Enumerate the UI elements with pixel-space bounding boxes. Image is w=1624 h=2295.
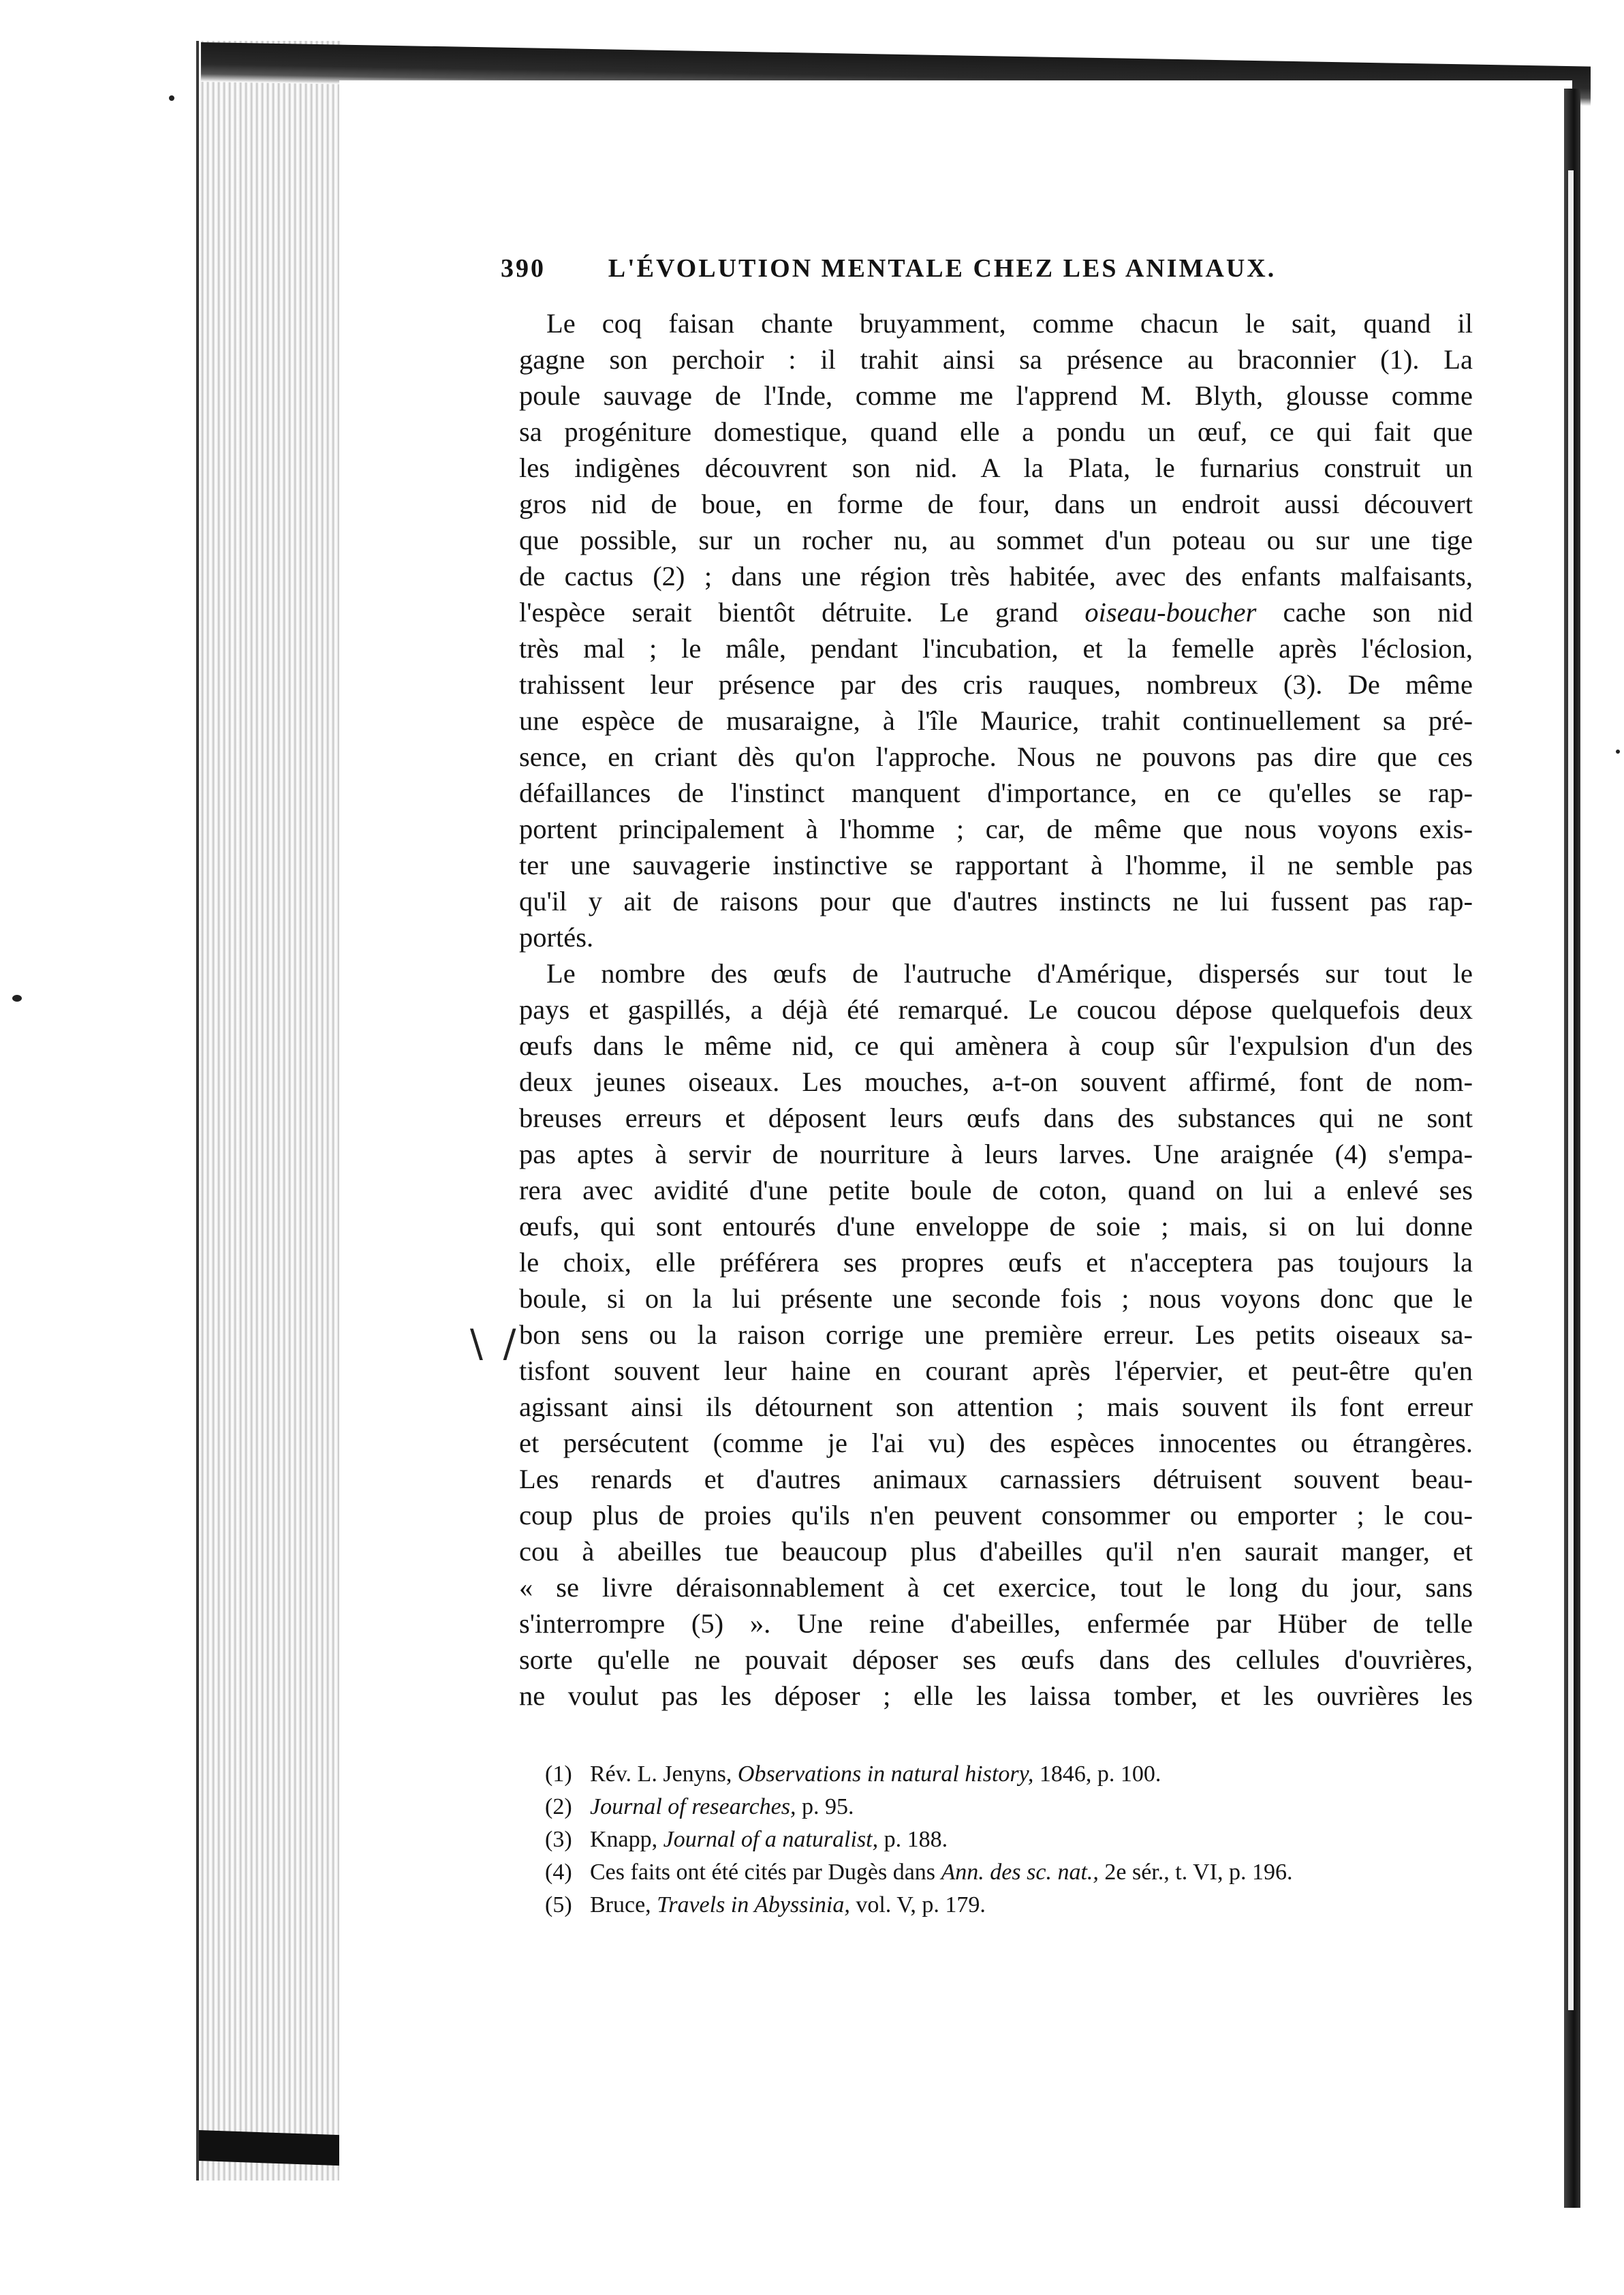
text-line: sence, en criant dès qu'on l'approche. Nous ne pouvons pas dire que ces xyxy=(519,741,1473,772)
scan-speck xyxy=(1616,750,1620,754)
text-line: de cactus (2) ; dans une région très habitée, avec des enfants malfaisants, xyxy=(519,561,1473,591)
footnote-number: (3) xyxy=(545,1827,572,1852)
text-line: qu'il y ait de raisons pour que d'autres instincts ne lui fussent pas rap- xyxy=(519,886,1473,917)
book-fore-edge xyxy=(196,41,342,2181)
footnote xyxy=(545,1889,1471,1922)
text-line: ter une sauvagerie instinctive se rapportant à l'homme, il ne semble pas xyxy=(519,850,1473,880)
text-segment: l'espèce serait bientôt détruite. Le grand xyxy=(519,597,1085,628)
page-number: 390 xyxy=(501,254,546,283)
text-line: trahissent leur présence par des cris rauques, nombreux (3). De même xyxy=(519,669,1473,700)
text-line: les indigènes découvrent son nid. A la Plata, le furnarius construit un xyxy=(519,452,1473,483)
text-line: tisfont souvent leur haine en courant après l'épervier, et peut-être qu'en xyxy=(519,1355,1473,1386)
footnote xyxy=(545,1856,1471,1889)
text-line: bon sens ou la raison corrige une première erreur. Les petits oiseaux sa- xyxy=(519,1319,1473,1350)
footnote xyxy=(545,1823,1471,1856)
footnote-text: 1846, p. 100. xyxy=(1033,1761,1161,1787)
scan-speck xyxy=(12,995,22,1002)
footnote-title: Journal of researches, xyxy=(590,1794,796,1819)
text-line: coup plus de proies qu'ils n'en peuvent consommer ou emporter ; le cou- xyxy=(519,1500,1473,1530)
footnote-number: (4) xyxy=(545,1860,572,1885)
facing-page-gap xyxy=(1568,170,1574,2010)
text-line: une espèce de musaraigne, à l'île Maurice, trahit continuellement sa pré- xyxy=(519,705,1473,736)
margin-annotation: \ / xyxy=(470,1322,520,1366)
book-bottom-edge xyxy=(199,2130,356,2166)
text-line: très mal ; le mâle, pendant l'incubation, et la femelle après l'éclosion, xyxy=(519,633,1473,664)
footnotes xyxy=(545,1758,1471,1922)
footnote-text: p. 188. xyxy=(878,1827,948,1852)
footnote-text: Knapp, xyxy=(590,1827,663,1852)
footnote-number: (5) xyxy=(545,1892,572,1917)
text-line: Le nombre des œufs de l'autruche d'Amérique, dispersés sur tout le xyxy=(546,958,1473,989)
text-line: deux jeunes oiseaux. Les mouches, a-t-on souvent affirmé, font de nom- xyxy=(519,1066,1473,1097)
footnote-title: Journal of a naturalist, xyxy=(663,1827,879,1852)
text-line: œufs, qui sont entourés d'une enveloppe de soie ; mais, si on lui donne xyxy=(519,1211,1473,1242)
text-line: breuses erreurs et déposent leurs œufs dans des substances qui ne sont xyxy=(519,1103,1473,1133)
text-line: sa progéniture domestique, quand elle a pondu un œuf, ce qui fait que xyxy=(519,416,1473,447)
scan-speck xyxy=(169,95,174,101)
running-title: L'ÉVOLUTION MENTALE CHEZ LES ANIMAUX. xyxy=(608,254,1277,283)
text-line: Le coq faisan chante bruyamment, comme chacun le sait, quand il xyxy=(546,308,1473,339)
text-line: pas aptes à servir de nourriture à leurs larves. Une araignée (4) s'empa- xyxy=(519,1139,1473,1169)
footnote-text: p. 95. xyxy=(796,1794,854,1819)
text-line: œufs dans le même nid, ce qui amènera à coup sûr l'expulsion d'un des xyxy=(519,1030,1473,1061)
text-line xyxy=(519,594,1473,630)
footnote-text: vol. V, p. 179. xyxy=(849,1892,986,1917)
footnote-number: (1) xyxy=(545,1761,572,1787)
footnote xyxy=(545,1758,1471,1791)
text-line: poule sauvage de l'Inde, comme me l'apprend M. Blyth, glousse comme xyxy=(519,380,1473,411)
italic-term: oiseau-boucher xyxy=(1084,597,1257,628)
text-line: cou à abeilles tue beaucoup plus d'abeilles qu'il n'en saurait manger, et xyxy=(519,1536,1473,1567)
text-line: défaillances de l'instinct manquent d'importance, en ce qu'elles se rap- xyxy=(519,777,1473,808)
footnote-title: Travels in Abyssinia, xyxy=(657,1892,850,1917)
text-line: rera avec avidité d'une petite boule de coton, quand on lui a enlevé ses xyxy=(519,1175,1473,1205)
text-line: le choix, elle préférera ses propres œufs et n'acceptera pas toujours la xyxy=(519,1247,1473,1278)
text-line: Les renards et d'autres animaux carnassiers détruisent souvent beau- xyxy=(519,1464,1473,1494)
text-line: sorte qu'elle ne pouvait déposer ses œufs dans des cellules d'ouvrières, xyxy=(519,1644,1473,1675)
text-line: que possible, sur un rocher nu, au sommet d'un poteau ou sur une tige xyxy=(519,525,1473,555)
text-line: pays et gaspillés, a déjà été remarqué. Le coucou dépose quelquefois deux xyxy=(519,994,1473,1025)
running-head xyxy=(501,253,1311,288)
text-line: s'interrompre (5) ». Une reine d'abeilles, enfermée par Hüber de telle xyxy=(519,1608,1473,1639)
text-line: portent principalement à l'homme ; car, de même que nous voyons exis- xyxy=(519,814,1473,844)
footnote-text: Rév. L. Jenyns, xyxy=(590,1761,738,1787)
text-line: portés. xyxy=(519,922,594,953)
footnote-title: Observations in natural history, xyxy=(737,1761,1034,1787)
text-line: gagne son perchoir : il trahit ainsi sa présence au braconnier (1). La xyxy=(519,344,1473,375)
footnote-title: Ann. des sc. nat., xyxy=(941,1860,1099,1885)
footnote-number: (2) xyxy=(545,1794,572,1819)
footnote-text: Bruce, xyxy=(590,1892,657,1917)
body-text xyxy=(519,305,1473,1714)
text-segment: cache son nid xyxy=(1256,597,1473,628)
text-line: et persécutent (comme je l'ai vu) des espèces innocentes ou étrangères. xyxy=(519,1428,1473,1458)
text-line: boule, si on la lui présente une seconde fois ; nous voyons donc que le xyxy=(519,1283,1473,1314)
text-line: agissant ainsi ils détournent son attention ; mais souvent ils font erreur xyxy=(519,1391,1473,1422)
footnote-text: 2e sér., t. VI, p. 196. xyxy=(1098,1860,1293,1885)
footnote xyxy=(545,1791,1471,1823)
text-line: gros nid de boue, en forme de four, dans un endroit aussi découvert xyxy=(519,489,1473,519)
text-line: ne voulut pas les déposer ; elle les laissa tomber, et les ouvrières les xyxy=(519,1680,1473,1711)
footnote-text: Ces faits ont été cités par Dugès dans xyxy=(590,1860,941,1885)
text-line: « se livre déraisonnablement à cet exercice, tout le long du jour, sans xyxy=(519,1572,1473,1603)
